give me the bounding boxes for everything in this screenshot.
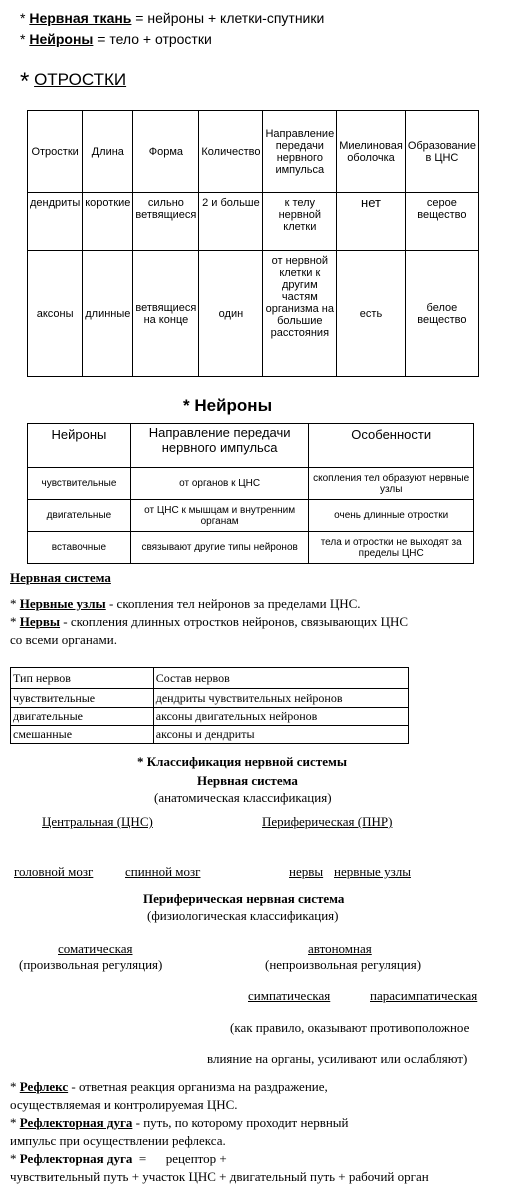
parasympathetic: парасимпатическая [370,988,478,1003]
table-cell: ветвящиеся на конце [133,251,199,377]
table-cell: есть [337,251,406,377]
header-cell: Отростки [28,111,83,193]
table-cell: чувствительные [11,689,154,707]
table-row [28,468,474,500]
physiological-title: Периферическая нервная система [143,891,345,906]
table-cell: длинные [83,251,133,377]
table-header-row [28,111,479,193]
table-cell: аксоны и дендриты [153,725,408,743]
definition-nerves: * Нервы - скопления длинных отростков нейронов, связывающих ЦНС [10,614,409,629]
term-nervous-tissue: Нервная ткань [29,10,132,26]
peripheral-nervous-system: Периферическая (ПНР) [262,814,393,829]
table-row [11,725,409,743]
spinal-cord: спинной мозг [125,864,201,879]
header-cell: Направление передачи нервного импульса [130,424,309,468]
classification-title: * Классификация нервной системы [137,754,347,769]
neurons-table [27,423,474,564]
header-cell: Направление передачи нервного импульса [263,111,337,193]
brain: головной мозг [14,864,94,879]
table-row [28,500,474,532]
definition-reflex-arc: * Рефлекторная дуга - путь, по которому проходит нервный [10,1115,349,1130]
table-row [11,689,409,707]
table-cell: нет [337,193,406,251]
header-cell: Форма [133,111,199,193]
intro-line-1: * Нервная ткань = нейроны + клетки-спутники [20,10,325,26]
otrostki-table [27,110,479,377]
table-row [28,251,479,377]
table-cell: двигательные [28,500,131,532]
definition-reflex-arc-cont: импульс при осуществлении рефлекса. [10,1133,226,1148]
table-cell: скопления тел образуют нервные узлы [309,468,474,500]
nerves-table [10,667,409,744]
header-cell: Тип нервов [11,668,154,689]
somatic-subtitle: (произвольная регуляция) [19,957,163,972]
table-cell: дендриты чувствительных нейронов [153,689,408,707]
table-cell: 2 и больше [199,193,263,251]
table-cell: вставочные [28,532,131,564]
table-cell: серое вещество [405,193,478,251]
intro-line-2: * Нейроны = тело + отростки [20,31,212,47]
table-cell: смешанные [11,725,154,743]
table-cell: один [199,251,263,377]
table-cell: дендриты [28,193,83,251]
definition-ganglia: * Нервные узлы - скопления тел нейронов за пределами ЦНС. [10,596,361,611]
central-nervous-system: Центральная (ЦНС) [42,814,153,829]
table-cell: чувствительные [28,468,131,500]
autonomic: автономная [308,941,372,956]
table-row [11,707,409,725]
physiological-subtitle: (физиологическая классификация) [147,908,339,923]
header-cell: Длина [83,111,133,193]
table-cell: аксоны двигательных нейронов [153,707,408,725]
system-heading: Нервная система [10,570,111,585]
anatomical-subtitle: (анатомическая классификация) [154,790,332,805]
term-neurons: Нейроны [29,31,94,47]
header-cell: Особенности [309,424,474,468]
somatic: соматическая [58,941,133,956]
table-cell: сильно ветвящиеся [133,193,199,251]
header-cell: Образование в ЦНС [405,111,478,193]
effect-note-line-1: (как правило, оказывают противоположное [230,1020,470,1035]
table-cell: короткие [83,193,133,251]
table-cell: тела и отростки не выходят за пределы ЦНС [309,532,474,564]
reflex-arc-formula: * Рефлекторная дуга = рецептор + [10,1151,227,1166]
table-cell: связывают другие типы нейронов [130,532,309,564]
sympathetic: симпатическая [248,988,331,1003]
table-cell: от нервной клетки к другим частям организма на большие расстояния [263,251,337,377]
table-cell: двигательные [11,707,154,725]
table-cell: очень длинные отростки [309,500,474,532]
nerves-item: нервы [289,864,324,879]
table-cell: от ЦНС к мышцам и внутренним органам [130,500,309,532]
anatomical-title: Нервная система [197,773,298,788]
header-cell: Состав нервов [153,668,408,689]
table-header-row [28,424,474,468]
definition-reflex: * Рефлекс - ответная реакция организма на раздражение, [10,1079,328,1094]
table-header-row [11,668,409,689]
header-cell: Количество [199,111,263,193]
header-cell: Миелиновая оболочка [337,111,406,193]
table-row [28,532,474,564]
effect-note-line-2: влияние на органы, усиливают или ослабляют) [207,1051,468,1066]
table-cell: к телу нервной клетки [263,193,337,251]
definition-reflex-cont: осуществляемая и контролируемая ЦНС. [10,1097,238,1112]
autonomic-subtitle: (непроизвольная регуляция) [265,957,422,972]
otrostki-heading: * ОТРОСТКИ [20,68,127,95]
table-cell: белое вещество [405,251,478,377]
table-cell: от органов к ЦНС [130,468,309,500]
ganglia-item: нервные узлы [334,864,411,879]
neurons-heading: * Нейроны [183,396,273,415]
table-cell: аксоны [28,251,83,377]
header-cell: Нейроны [28,424,131,468]
reflex-arc-formula-cont: чувствительный путь + участок ЦНС + двигательный путь + рабочий орган [10,1169,429,1184]
table-row [28,193,479,251]
definition-nerves-cont: со всеми органами. [10,632,117,647]
